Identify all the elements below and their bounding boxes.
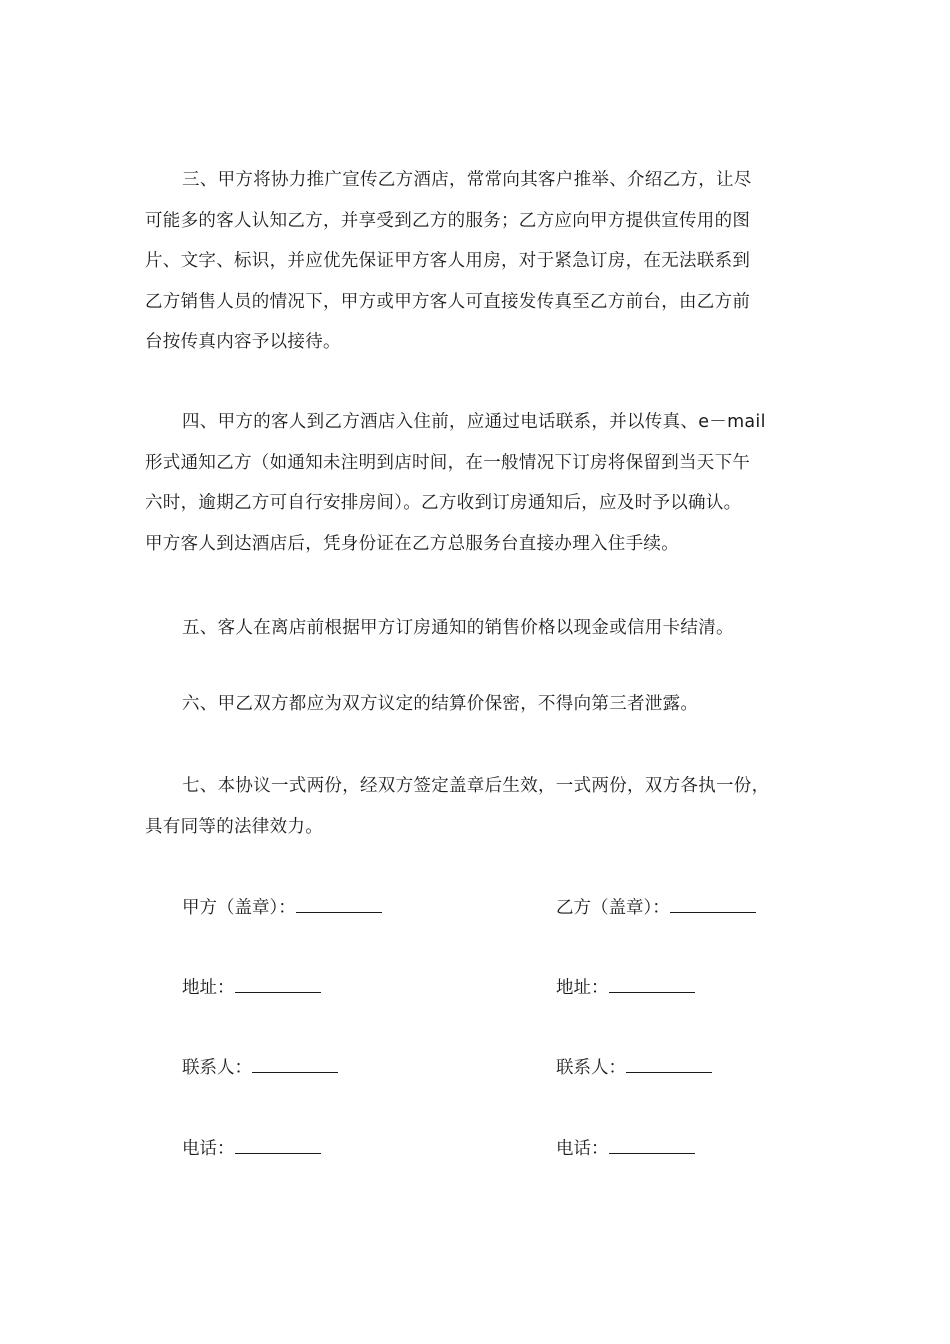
party-a-address-field: [182, 976, 321, 1000]
party-a-address-label: 地址：: [182, 978, 235, 998]
clause-3-line: 片、文字、标识，并应优先保证甲方客人用房，对于紧急订房，在无法联系到: [145, 251, 751, 271]
party-b-address-label: 地址：: [556, 978, 609, 998]
clause-3-line: 可能多的客人认知乙方，并享受到乙方的服务；乙方应向甲方提供宣传用的图: [145, 210, 751, 231]
party-a-seal-label: 甲方（盖章）：: [182, 898, 296, 918]
clause-4: [145, 402, 805, 564]
party-a-seal-field: [182, 896, 382, 920]
party-b-contact-blank[interactable]: [626, 1056, 712, 1073]
party-a-address-blank[interactable]: [235, 976, 321, 993]
party-b-address-field: [556, 976, 695, 1000]
clause-4-line: 甲方客人到达酒店后，凭身份证在乙方总服务台直接办理入住手续。: [145, 533, 679, 554]
party-b-phone-field: [556, 1137, 695, 1161]
clause-7: [145, 766, 805, 847]
party-a-phone-field: [182, 1137, 321, 1161]
clause-3-line: 乙方销售人员的情况下，甲方或甲方客人可直接发传真至乙方前台，由乙方前: [145, 291, 751, 312]
party-a-contact-label: 联系人：: [182, 1058, 252, 1078]
clause-3-line: 三、甲方将协力推广宣传乙方酒店，常常向其客户推举、介绍乙方，让尽: [182, 170, 752, 190]
party-a-contact-blank[interactable]: [252, 1056, 338, 1073]
clause-7-line: 具有同等的法律效力。: [145, 816, 323, 837]
party-b-address-blank[interactable]: [609, 976, 695, 993]
clause-5-line: 五、客人在离店前根据甲方订房通知的销售价格以现金或信用卡结清。: [182, 618, 734, 638]
clause-4-line: 四、甲方的客人到乙方酒店入住前，应通过电话联系，并以传真、e－mail: [182, 412, 766, 432]
party-a-phone-blank[interactable]: [235, 1137, 321, 1154]
party-b-seal-label: 乙方（盖章）：: [556, 898, 670, 918]
clause-7-line: 七、本协议一式两份，经双方签定盖章后生效，一式两份，双方各执一份，: [182, 776, 770, 796]
clause-4-line: 形式通知乙方（如通知未注明到店时间，在一般情况下订房将保留到当天下午: [145, 452, 751, 473]
clause-3: [145, 160, 805, 363]
clause-3-line: 台按传真内容予以接待。: [145, 332, 341, 352]
party-a-contact-field: [182, 1056, 338, 1080]
clause-6: [145, 684, 805, 725]
clause-6-line: 六、甲乙双方都应为双方议定的结算价保密，不得向第三者泄露。: [182, 694, 699, 714]
clause-4-line: 六时，逾期乙方可自行安排房间）。乙方收到订房通知后，应及时予以确认。: [145, 493, 742, 513]
party-b-seal-blank[interactable]: [670, 896, 756, 913]
party-a-phone-label: 电话：: [182, 1139, 235, 1159]
party-b-contact-field: [556, 1056, 712, 1080]
party-b-phone-blank[interactable]: [609, 1137, 695, 1154]
party-b-phone-label: 电话：: [556, 1139, 609, 1159]
party-b-seal-field: [556, 896, 756, 920]
party-b-contact-label: 联系人：: [556, 1058, 626, 1078]
clause-5: [145, 608, 805, 649]
party-a-seal-blank[interactable]: [296, 896, 382, 913]
